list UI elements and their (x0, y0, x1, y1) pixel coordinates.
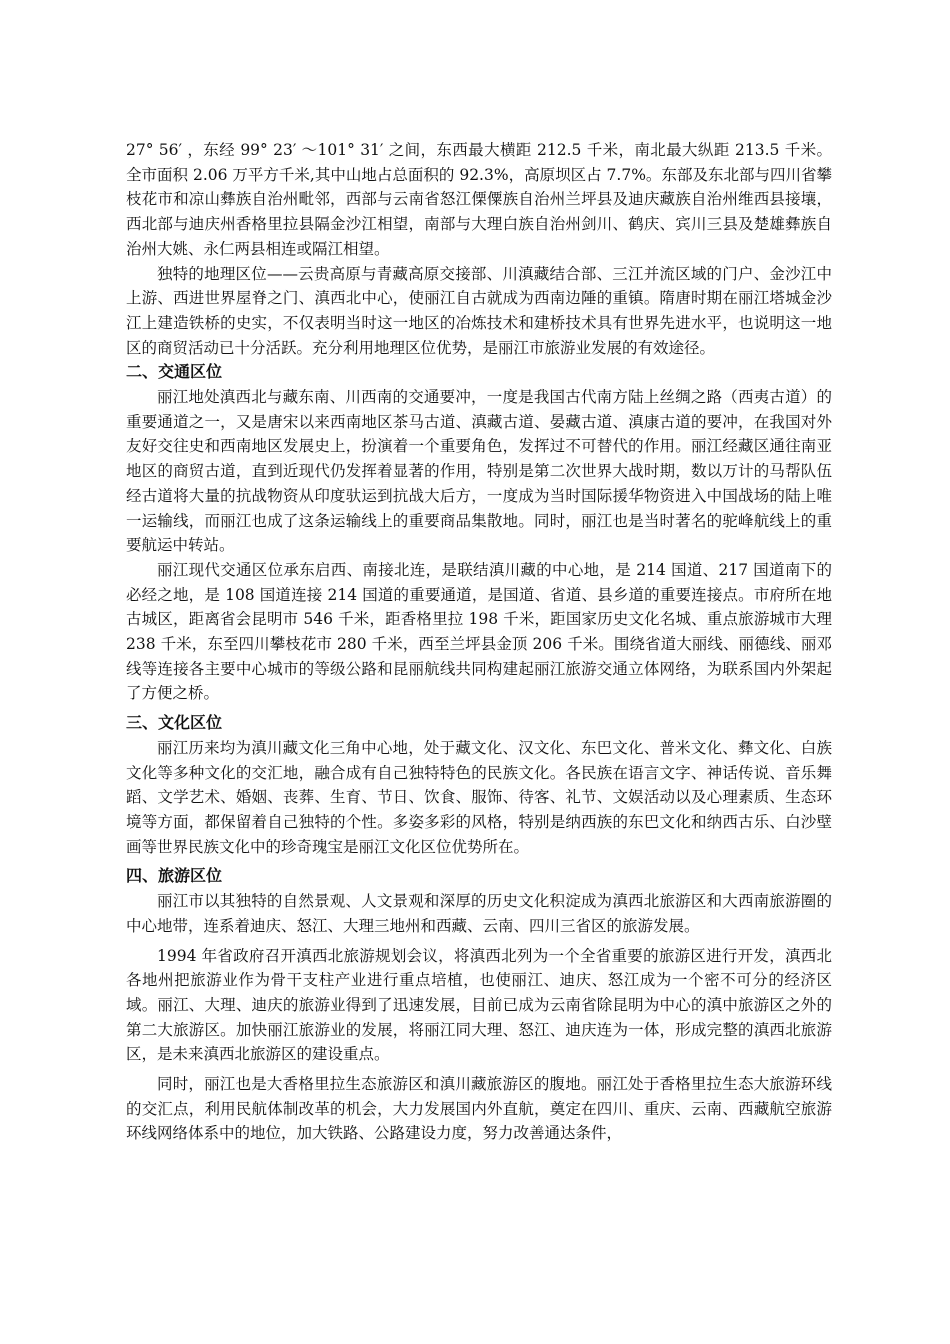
paragraph-tourism-1994: 1994 年省政府召开滇西北旅游规划会议，将滇西北列为一个全省重要的旅游区进行开发，滇西北各地州把旅游业作为骨干支柱产业进行重点培植，也使丽江、迪庆、怒江成为一个密不可分的经济区域。丽江、大理、迪庆的旅游业得到了迅速发展，目前已成为云南省除昆明为中心的滇中旅游区之外的第二大旅游区。加快丽江旅游业的发展，将丽江同大理、怒江、迪庆连为一体，形成完整的滇西北旅游区，是未来滇西北旅游区的建设重点。 (126, 946, 832, 1064)
paragraph-transport-modern: 丽江现代交通区位承东启西、南接北连，是联结滇川藏的中心地，是 214 国道、217 国道南下的必经之地，是 108 国道连接 214 国道的重要通道，是国道、省道、县乡道的重要连接点。市府所在地古城区，距离省会昆明市 546 千米，距香格里拉 198 千米，距国家历史文化名城、重点旅游城市大理 238 千米，东至四川攀枝花市 280 千米，西至兰坪县金顶 206 千米。围绕省道大丽线、丽德线、丽邓线等连接各主要中心城市的等级公路和昆丽航线共同构建起丽江旅游交通立体网络，为联系国内外架起了方便之桥。 (126, 560, 832, 703)
heading-culture-location: 三、文化区位 (126, 713, 223, 733)
document-page (126, 138, 832, 1146)
paragraph-tourism-shangrila: 同时，丽江也是大香格里拉生态旅游区和滇川藏旅游区的腹地。丽江处于香格里拉生态大旅游环线的交汇点，利用民航体制改革的机会，大力发展国内外直航，奠定在四川、重庆、云南、西藏航空旅游环线网络体系中的地位，加大铁路、公路建设力度，努力改善通达条件， (126, 1075, 832, 1143)
heading-tourism-location: 四、旅游区位 (126, 866, 223, 886)
paragraph-geography-coordinates: 27° 56′ ，东经 99° 23′ ～101° 31′ 之间，东西最大横距 212.5 千米，南北最大纵距 213.5 千米。全市面积 2.06 万平方千米,其中山地占总面积的 92.3%，高原坝区占 7.7%。东部及东北部与四川省攀枝花市和凉山彝族自治州毗邻，西部与云南省怒江傈僳族自治州兰坪县及迪庆藏族自治州维西县接壤，西北部与迪庆州香格里拉县隔金沙江相望，南部与大理白族自治州剑川、鹤庆、宾川三县及楚雄彝族自治州大姚、永仁两县相连或隔江相望。 (126, 141, 832, 258)
heading-transport-location: 二、交通区位 (126, 362, 223, 382)
paragraph-geography-location: 独特的地理区位——云贵高原与青藏高原交接部、川滇藏结合部、三江并流区域的门户、金沙江中上游、西进世界屋脊之门、滇西北中心，使丽江自古就成为西南边陲的重镇。隋唐时期在丽江塔城金沙江上建造铁桥的史实，不仅表明当时这一地区的冶炼技术和建桥技术具有世界先进水平，也说明这一地区的商贸活动已十分活跃。充分利用地理区位优势，是丽江市旅游业发展的有效途径。 (126, 264, 832, 357)
paragraph-transport-history: 丽江地处滇西北与藏东南、川西南的交通要冲，一度是我国古代南方陆上丝绸之路（西夷古道）的重要通道之一，又是唐宋以来西南地区茶马古道、滇藏古道、晏藏古道、滇康古道的要冲，在我国对外友好交往史和西南地区发展史上，扮演着一个重要角色，发挥过不可替代的作用。丽江经藏区通往南亚地区的商贸古道，直到近现代仍发挥着显著的作用，特别是第二次世界大战时期，数以万计的马帮队伍经古道将大量的抗战物资从印度驮运到抗战大后方，一度成为当时国际援华物资进入中国战场的陆上唯一运输线，而丽江也成了这条运输线上的重要商品集散地。同时，丽江也是当时著名的驼峰航线上的重要航运中转站。 (126, 388, 832, 555)
paragraph-culture: 丽江历来均为滇川藏文化三角中心地，处于藏文化、汉文化、东巴文化、普米文化、彝文化、白族文化等多种文化的交汇地，融合成有自己独特特色的民族文化。各民族在语言文字、神话传说、音乐舞蹈、文学艺术、婚姻、丧葬、生育、节日、饮食、服饰、待客、礼节、文娱活动以及心理素质、生态环境等方面，都保留着自己独特的个性。多姿多彩的风格，特别是纳西族的东巴文化和纳西古乐、白沙壁画等世界民族文化中的珍奇瑰宝是丽江文化区位优势所在。 (126, 738, 832, 856)
paragraph-tourism-center: 丽江市以其独特的自然景观、人文景观和深厚的历史文化积淀成为滇西北旅游区和大西南旅游圈的中心地带，连系着迪庆、怒江、大理三地州和西藏、云南、四川三省区的旅游发展。 (126, 892, 832, 935)
